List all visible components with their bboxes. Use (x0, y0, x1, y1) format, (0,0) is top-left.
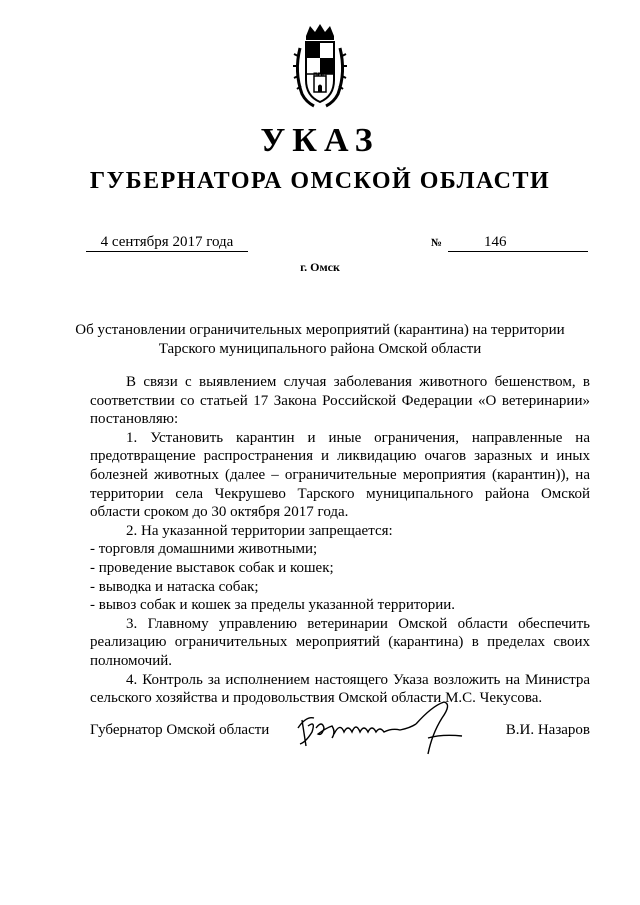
signer-name: В.И. Назаров (505, 722, 590, 738)
signer-position: Губернатор Омской области (90, 722, 270, 738)
clause-3: 3. Главному управлению ветеринарии Омской области обеспечить реализацию ограничительных мероприятий (карантина) в пределах своих полномочий. (90, 615, 590, 669)
clause-2: 2. На указанной территории запрещается: (126, 522, 393, 539)
clause-4: 4. Контроль за исполнением настоящего Указа возложить на Министра сельского хозяйства и продовольствия Омской области М.С. Чекусова. (90, 671, 590, 707)
document-subject (60, 321, 580, 359)
document-date: 4 сентября 2017 года (86, 234, 248, 252)
handwritten-signature (292, 698, 482, 760)
subject-line: Об установлении ограничительных мероприятий (карантина) на территории (75, 322, 565, 338)
document-city: г. Омск (300, 260, 340, 274)
clause-1: 1. Установить карантин и иные ограничения, направленные на предотвращение распространения и ликвидацию очагов заразных и иных болезней животных (далее – ограничительные мероприятия (карантин)), на территории села Чекрушево Тарского муниципального района Омской области сроком до 30 октября 2017 года. (90, 429, 590, 521)
document-title: УКАЗ (260, 122, 380, 159)
prohibition-item: - торговля домашними животными; (90, 541, 318, 558)
document-body (90, 373, 590, 708)
preamble-paragraph: В связи с выявлением случая заболевания животного бешенством, в соответствии со статьей 17 Закона Российской Федерации «О ветеринарии» постановляю: (90, 374, 590, 428)
document-subtitle: ГУБЕРНАТОРА ОМСКОЙ ОБЛАСТИ (89, 168, 551, 194)
subject-line: Тарского муниципального района Омской области (158, 341, 482, 357)
document-number: 146 (448, 234, 588, 252)
prohibition-item: - проведение выставок собак и кошек; (90, 559, 334, 576)
prohibition-item: - вывоз собак и кошек за пределы указанной территории. (90, 597, 456, 614)
coat-of-arms-emblem (292, 22, 348, 110)
number-label: № (431, 237, 443, 249)
prohibition-item: - выводка и натаска собак; (90, 578, 259, 595)
